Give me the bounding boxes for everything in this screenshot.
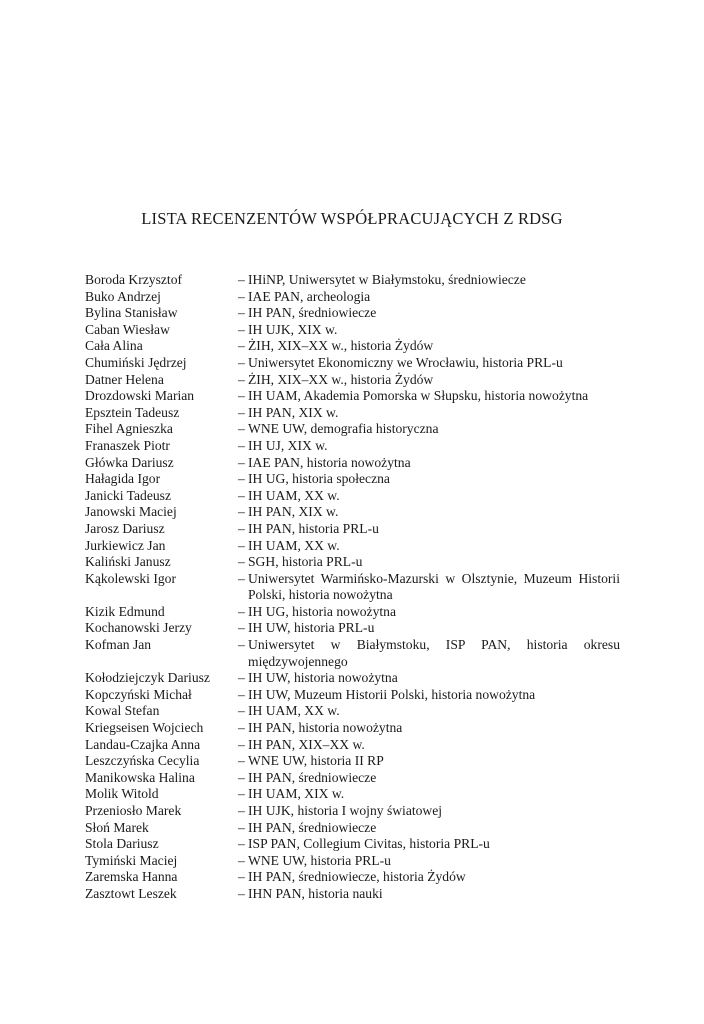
dash-separator: – [238,305,245,321]
reviewer-affiliation [238,687,620,704]
affiliation-text: IH PAN, XIX–XX w. [248,736,365,752]
reviewer-name: Bylina Stanisław [85,305,178,321]
reviewer-row [85,637,620,670]
dash-separator: – [238,603,245,619]
dash-separator: – [238,836,245,852]
dash-separator: – [238,537,245,553]
reviewer-row [85,289,620,306]
affiliation-text: Uniwersytet Ekonomiczny we Wrocławiu, historia PRL-u [248,354,563,370]
reviewer-name: Landau-Czajka Anna [85,736,201,752]
dash-separator: – [238,703,245,719]
reviewer-name: Słoń Marek [85,819,149,835]
page-title: LISTA RECENZENTÓW WSPÓŁPRACUJĄCYCH Z RDSG [141,209,563,228]
reviewer-name: Datner Helena [85,371,164,387]
reviewer-name: Kąkolewski Igor [85,570,176,586]
reviewer-affiliation [238,338,620,355]
reviewer-name: Jarosz Dariusz [85,520,165,536]
reviewer-row [85,305,620,322]
reviewer-name: Kowal Stefan [85,703,160,719]
reviewer-affiliation [238,786,620,803]
reviewer-row [85,471,620,488]
reviewer-row [85,322,620,339]
reviewer-row [85,388,620,405]
affiliation-text: IH PAN, historia nowożytna [248,720,403,736]
dash-separator: – [238,753,245,769]
reviewer-row [85,869,620,886]
reviewer-affiliation [238,620,620,637]
reviewer-row [85,554,620,571]
reviewer-affiliation [238,720,620,737]
affiliation-text: IH PAN, średniowiecze [248,305,377,321]
reviewer-row [85,886,620,903]
reviewer-affiliation [238,305,620,322]
reviewer-row [85,571,620,604]
affiliation-text: IH UAM, XX w. [248,487,340,503]
dash-separator: – [238,288,245,304]
reviewer-name: Główka Dariusz [85,454,174,470]
dash-separator: – [238,404,245,420]
reviewer-row [85,521,620,538]
reviewer-name: Boroda Krzysztof [85,272,183,287]
reviewer-list [85,272,620,903]
reviewer-name: Jurkiewicz Jan [85,537,166,553]
reviewer-row [85,488,620,505]
dash-separator: – [238,371,245,387]
reviewer-name: Kizik Edmund [85,603,165,619]
reviewer-row [85,786,620,803]
reviewer-affiliation [238,538,620,555]
affiliation-text: IH UG, historia społeczna [248,471,390,487]
reviewer-name: Leszczyńska Cecylia [85,753,200,769]
reviewer-affiliation [238,322,620,339]
affiliation-text: IHiNP, Uniwersytet w Białymstoku, średniowiecze [248,272,526,287]
reviewer-name: Kaliński Janusz [85,554,171,570]
dash-separator: – [238,354,245,370]
reviewer-row [85,338,620,355]
dash-separator: – [238,437,245,453]
dash-separator: – [238,720,245,736]
affiliation-text: IH PAN, średniowiecze [248,769,377,785]
reviewer-name: Drozdowski Marian [85,388,195,404]
reviewer-row [85,372,620,389]
affiliation-text: IH UAM, XX w. [248,703,340,719]
reviewer-affiliation [238,521,620,538]
reviewer-name: Molik Witold [85,786,159,802]
affiliation-text: IH PAN, XIX w. [248,504,339,520]
reviewer-name: Chumiński Jędrzej [85,354,187,370]
affiliation-text: Uniwersytet Warmińsko-Mazurski w Olsztynie, Muzeum Historii Polski, historia nowożytna [248,570,620,603]
reviewer-name: Zaremska Hanna [85,869,178,885]
reviewer-affiliation [238,571,620,604]
affiliation-text: IHN PAN, historia nauki [248,885,383,901]
reviewer-name: Manikowska Halina [85,769,195,785]
reviewer-row [85,604,620,621]
reviewer-name: Przeniosło Marek [85,803,182,818]
affiliation-text: IH UAM, XIX w. [248,786,345,802]
dash-separator: – [238,504,245,520]
reviewer-name: Stola Dariusz [85,836,159,852]
dash-separator: – [238,637,245,653]
reviewer-row [85,703,620,720]
reviewer-affiliation [238,753,620,770]
affiliation-text: WNE UW, historia II RP [248,753,384,769]
affiliation-text: IH UW, historia PRL-u [248,620,375,636]
reviewer-affiliation [238,471,620,488]
dash-separator: – [238,421,245,437]
affiliation-text: IH PAN, XIX w. [248,404,339,420]
reviewer-name: Kofman Jan [85,637,152,653]
reviewer-affiliation [238,272,620,289]
affiliation-text: IH UJ, XIX w. [248,437,328,453]
reviewer-affiliation [238,737,620,754]
reviewer-row [85,737,620,754]
dash-separator: – [238,736,245,752]
dash-separator: – [238,388,245,404]
affiliation-text: ŻIH, XIX–XX w., historia Żydów [248,371,434,387]
reviewer-affiliation [238,372,620,389]
reviewer-row [85,272,620,289]
dash-separator: – [238,819,245,835]
reviewer-row [85,803,620,820]
reviewer-affiliation [238,289,620,306]
affiliation-text: IH UJK, historia I wojny światowej [248,803,443,818]
affiliation-text: WNE UW, demografia historyczna [248,421,439,437]
reviewer-affiliation [238,488,620,505]
dash-separator: – [238,885,245,901]
affiliation-text: WNE UW, historia PRL-u [248,852,391,868]
affiliation-text: IH UG, historia nowożytna [248,603,396,619]
dash-separator: – [238,686,245,702]
dash-separator: – [238,852,245,868]
affiliation-text: IH UW, historia nowożytna [248,670,398,686]
reviewer-affiliation [238,703,620,720]
reviewer-name: Hałagida Igor [85,471,161,487]
reviewer-row [85,770,620,787]
reviewer-affiliation [238,670,620,687]
dash-separator: – [238,520,245,536]
dash-separator: – [238,869,245,885]
dash-separator: – [238,620,245,636]
reviewer-affiliation [238,554,620,571]
reviewer-row [85,720,620,737]
reviewer-name: Franaszek Piotr [85,437,170,453]
reviewer-row [85,405,620,422]
reviewer-affiliation [238,869,620,886]
reviewer-affiliation [238,820,620,837]
dash-separator: – [238,769,245,785]
affiliation-text: ŻIH, XIX–XX w., historia Żydów [248,338,434,354]
reviewer-row [85,455,620,472]
reviewer-row [85,620,620,637]
reviewer-affiliation [238,886,620,903]
dash-separator: – [238,471,245,487]
reviewer-row [85,504,620,521]
dash-separator: – [238,786,245,802]
reviewer-name: Cała Alina [85,338,143,354]
reviewer-name: Tymiński Maciej [85,852,178,868]
reviewer-affiliation [238,504,620,521]
affiliation-text: IH PAN, historia PRL-u [248,520,379,536]
reviewer-affiliation [238,421,620,438]
affiliation-text: IAE PAN, historia nowożytna [248,454,411,470]
reviewer-affiliation [238,388,620,405]
reviewer-affiliation [238,853,620,870]
reviewer-row [85,538,620,555]
reviewer-name: Buko Andrzej [85,288,161,304]
dash-separator: – [238,803,245,818]
reviewer-row [85,836,620,853]
reviewer-row [85,820,620,837]
reviewer-name: Caban Wiesław [85,321,170,337]
reviewer-name: Kopczyński Michał [85,686,192,702]
affiliation-text: SGH, historia PRL-u [248,554,363,570]
dash-separator: – [238,338,245,354]
reviewer-name: Kołodziejczyk Dariusz [85,670,210,686]
reviewer-name: Kriegseisen Wojciech [85,720,204,736]
reviewer-affiliation [238,637,620,670]
reviewer-affiliation [238,836,620,853]
reviewer-row [85,753,620,770]
affiliation-text: IH UAM, Akademia Pomorska w Słupsku, historia nowożytna [248,388,589,404]
reviewer-row [85,687,620,704]
reviewer-row [85,670,620,687]
affiliation-text: ISP PAN, Collegium Civitas, historia PRL-u [248,836,490,852]
dash-separator: – [238,454,245,470]
reviewer-affiliation [238,355,620,372]
reviewer-affiliation [238,405,620,422]
dash-separator: – [238,670,245,686]
affiliation-text: IH UW, Muzeum Historii Polski, historia nowożytna [248,686,536,702]
dash-separator: – [238,272,245,287]
reviewer-affiliation [238,438,620,455]
reviewer-name: Zasztowt Leszek [85,885,177,901]
reviewer-row [85,421,620,438]
reviewer-affiliation [238,455,620,472]
affiliation-text: IAE PAN, archeologia [248,288,371,304]
reviewer-affiliation [238,604,620,621]
reviewer-affiliation [238,770,620,787]
reviewer-name: Kochanowski Jerzy [85,620,192,636]
reviewer-row [85,853,620,870]
affiliation-text: IH PAN, średniowiecze [248,819,377,835]
affiliation-text: IH PAN, średniowiecze, historia Żydów [248,869,466,885]
reviewer-name: Epsztein Tadeusz [85,404,180,420]
reviewer-name: Janicki Tadeusz [85,487,171,503]
reviewer-affiliation [238,803,620,820]
dash-separator: – [238,554,245,570]
reviewer-name: Fihel Agnieszka [85,421,173,437]
affiliation-text: IH UJK, XIX w. [248,321,338,337]
reviewer-name: Janowski Maciej [85,504,177,520]
affiliation-text: IH UAM, XX w. [248,537,340,553]
reviewer-row [85,438,620,455]
dash-separator: – [238,321,245,337]
reviewer-row [85,355,620,372]
dash-separator: – [238,570,245,586]
affiliation-text: Uniwersytet w Białymstoku, ISP PAN, historia okresu międzywojennego [248,637,620,669]
dash-separator: – [238,487,245,503]
